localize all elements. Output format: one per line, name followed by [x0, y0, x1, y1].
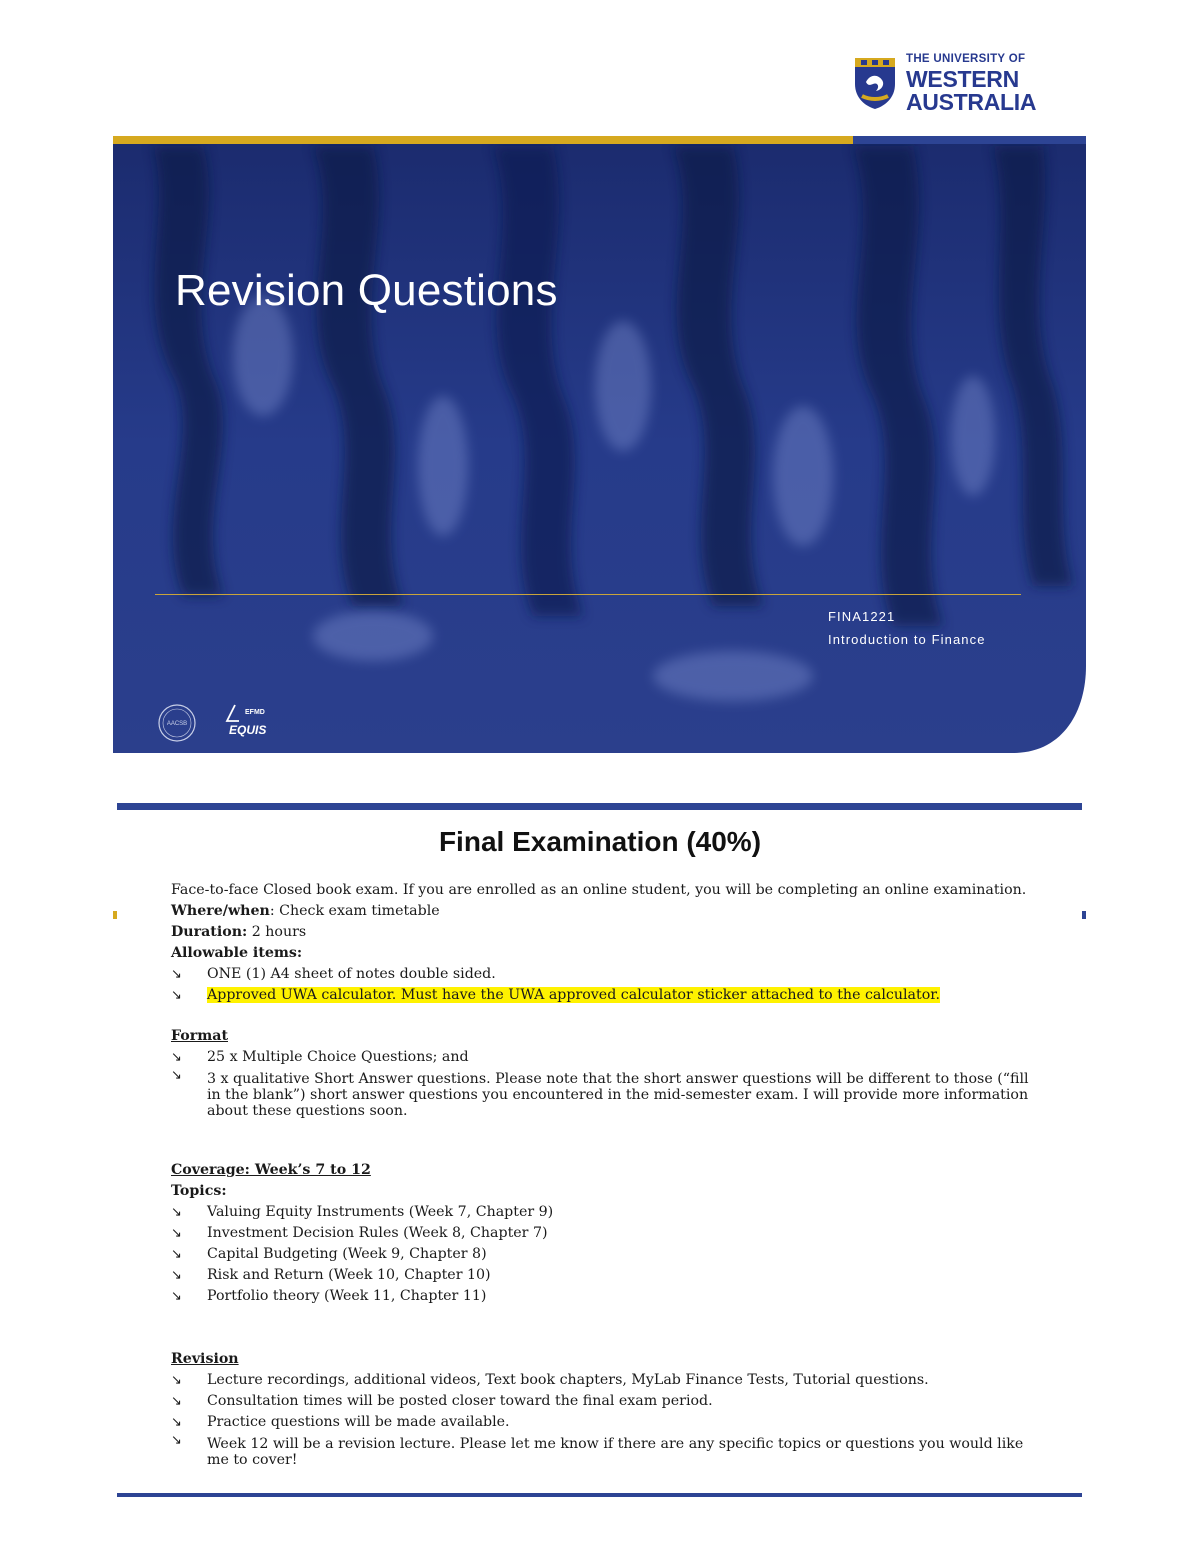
coverage-heading: Coverage: Week’s 7 to 12	[171, 1162, 371, 1178]
arrow-bullet-icon: ↘	[171, 1415, 182, 1430]
list-item: ↘ Week 12 will be a revision lecture. Please let me know if there are any specific topics or questions you would like me to cover!	[171, 1433, 1024, 1468]
list-item: ↘ Investment Decision Rules (Week 8, Chapter 7)	[171, 1223, 1031, 1244]
revision-heading: Revision	[171, 1351, 239, 1367]
list-item: ↘ Risk and Return (Week 10, Chapter 10)	[171, 1265, 1031, 1286]
arrow-bullet-icon: ↘	[171, 1050, 182, 1065]
logo-line-1: THE UNIVERSITY OF	[906, 53, 1026, 65]
equis-label: EQUIS	[229, 723, 267, 737]
uwa-logo	[852, 52, 1037, 115]
allowable-list	[171, 964, 1031, 1006]
logo-line-2: WESTERN	[906, 65, 1019, 92]
arrow-bullet-icon: ↘	[171, 1268, 182, 1283]
arrow-bullet-icon: ↘	[171, 1289, 182, 1304]
highlighted-text: Approved UWA calculator. Must have the UWA approved calculator sticker attached to the calculator.	[207, 987, 940, 1003]
duration-line	[171, 922, 1031, 943]
list-item: ↘ Lecture recordings, additional videos, Text book chapters, MyLab Finance Tests, Tutorial questions.	[171, 1370, 1031, 1391]
list-item: ↘ 25 x Multiple Choice Questions; and	[171, 1047, 1031, 1068]
arrow-bullet-icon: ↘	[171, 1433, 182, 1448]
list-item: ↘ Capital Budgeting (Week 9, Chapter 8)	[171, 1244, 1031, 1265]
exam-details	[171, 880, 1031, 1470]
list-item	[171, 985, 1031, 1006]
arrow-bullet-icon: ↘	[171, 1373, 182, 1388]
list-item: ↘ Consultation times will be posted closer toward the final exam period.	[171, 1391, 1031, 1412]
slide-title: Revision Questions	[175, 266, 558, 315]
course-name: Introduction to Finance	[828, 632, 986, 647]
right-edge-mark	[1082, 911, 1086, 919]
left-edge-mark	[113, 911, 117, 919]
efmd-label: EFMD	[245, 709, 265, 716]
list-item: ↘ Valuing Equity Instruments (Week 7, Chapter 9)	[171, 1202, 1031, 1223]
logo-line-3: AUSTRALIA	[906, 88, 1037, 115]
topics-label: Topics:	[171, 1183, 227, 1199]
crest-icon	[852, 54, 898, 110]
format-heading: Format	[171, 1028, 228, 1044]
list-item: ↘ Portfolio theory (Week 11, Chapter 11)	[171, 1286, 1031, 1307]
course-code: FINA1221	[828, 609, 896, 624]
equis-badge-icon	[221, 701, 291, 743]
exam-heading: Final Examination (40%)	[438, 826, 762, 857]
arrow-bullet-icon: ↘	[171, 1394, 182, 1409]
water-reflection-background	[113, 136, 1086, 753]
title-slide	[113, 136, 1086, 753]
aacsb-label: AACSB	[166, 721, 188, 727]
allowable-label: Allowable items:	[171, 945, 303, 961]
list-item: ↘ 3 x qualitative Short Answer questions. Please note that the short answer questions will be different to those (“fill in the blank”) short answer questions you encountered in the mid-semester exam. I will provide more information about these questions soon.	[171, 1068, 1029, 1119]
list-item: ↘ Practice questions will be made available.	[171, 1412, 1031, 1433]
aacsb-badge-icon	[157, 703, 197, 743]
arrow-bullet-icon: ↘	[171, 1226, 182, 1241]
list-item: ↘ ONE (1) A4 sheet of notes double sided.	[171, 964, 1031, 985]
arrow-bullet-icon: ↘	[171, 1247, 182, 1262]
gold-divider	[155, 594, 1021, 595]
arrow-bullet-icon: ↘	[171, 1068, 182, 1083]
format-list	[171, 1047, 1031, 1121]
where-label: Where/when	[171, 903, 270, 919]
duration-label: Duration:	[171, 924, 248, 940]
duration-value: 2 hours	[247, 924, 307, 940]
where-value: : Check exam timetable	[269, 903, 440, 919]
exam-intro: Face-to-face Closed book exam. If you are enrolled as an online student, you will be completing an online examination.	[171, 882, 1027, 898]
bottom-blue-rule	[117, 1493, 1082, 1497]
revision-list	[171, 1370, 1031, 1470]
arrow-bullet-icon: ↘	[171, 967, 182, 982]
arrow-bullet-icon: ↘	[171, 988, 182, 1003]
top-blue-rule	[117, 803, 1082, 810]
where-when-line	[171, 901, 1031, 922]
topics-list	[171, 1202, 1031, 1307]
arrow-bullet-icon: ↘	[171, 1205, 182, 1220]
